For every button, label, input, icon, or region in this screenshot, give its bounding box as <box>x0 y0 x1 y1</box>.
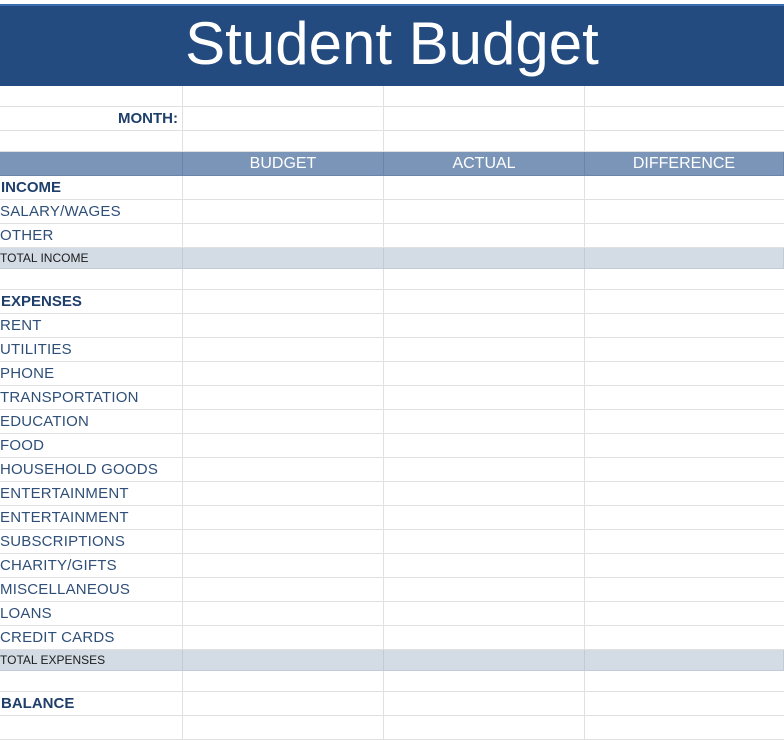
table-row <box>0 200 784 224</box>
total-actual-cell[interactable] <box>384 248 585 269</box>
budget-cell[interactable] <box>183 434 384 458</box>
cell[interactable] <box>384 671 585 692</box>
budget-cell[interactable] <box>183 200 384 224</box>
row-label: MISCELLANEOUS <box>0 578 183 602</box>
row-label: PHONE <box>0 362 183 386</box>
row-label: UTILITIES <box>0 338 183 362</box>
cell[interactable] <box>585 176 784 200</box>
cell[interactable] <box>183 131 384 152</box>
budget-sheet <box>0 86 784 740</box>
page-title: Student Budget <box>185 10 599 77</box>
difference-cell[interactable] <box>585 224 784 248</box>
balance-difference-cell[interactable] <box>585 692 784 716</box>
actual-cell[interactable] <box>384 338 585 362</box>
table-row <box>0 338 784 362</box>
income-heading: INCOME <box>0 176 183 200</box>
row-label: OTHER <box>0 224 183 248</box>
row-label: HOUSEHOLD GOODS <box>0 458 183 482</box>
row-label: ENTERTAINMENT <box>0 506 183 530</box>
budget-cell[interactable] <box>183 314 384 338</box>
spacer-row <box>0 86 784 107</box>
balance-actual-cell[interactable] <box>384 692 585 716</box>
cell[interactable] <box>384 107 585 131</box>
cell[interactable] <box>585 716 784 740</box>
cell[interactable] <box>585 290 784 314</box>
table-row <box>0 506 784 530</box>
total-actual-cell[interactable] <box>384 650 585 671</box>
budget-cell[interactable] <box>183 578 384 602</box>
table-row <box>0 482 784 506</box>
table-row <box>0 530 784 554</box>
total-difference-cell[interactable] <box>585 248 784 269</box>
cell[interactable] <box>183 716 384 740</box>
total-budget-cell[interactable] <box>183 650 384 671</box>
row-label: SALARY/WAGES <box>0 200 183 224</box>
difference-cell[interactable] <box>585 434 784 458</box>
row-label: SUBSCRIPTIONS <box>0 530 183 554</box>
actual-cell[interactable] <box>384 602 585 626</box>
row-label: EDUCATION <box>0 410 183 434</box>
cell[interactable] <box>384 86 585 107</box>
budget-cell[interactable] <box>183 554 384 578</box>
total-difference-cell[interactable] <box>585 650 784 671</box>
table-row <box>0 554 784 578</box>
month-row <box>0 107 784 131</box>
table-row <box>0 224 784 248</box>
difference-cell[interactable] <box>585 362 784 386</box>
budget-cell[interactable] <box>183 410 384 434</box>
total-budget-cell[interactable] <box>183 248 384 269</box>
difference-cell[interactable] <box>585 602 784 626</box>
spacer-row <box>0 131 784 152</box>
actual-cell[interactable] <box>384 224 585 248</box>
cell[interactable] <box>0 86 183 107</box>
cell[interactable] <box>0 131 183 152</box>
budget-cell[interactable] <box>183 506 384 530</box>
difference-cell[interactable] <box>585 554 784 578</box>
balance-budget-cell[interactable] <box>183 692 384 716</box>
difference-cell[interactable] <box>585 386 784 410</box>
budget-cell[interactable] <box>183 362 384 386</box>
row-label: LOANS <box>0 602 183 626</box>
cell[interactable] <box>585 671 784 692</box>
spacer-row <box>0 671 784 692</box>
expenses-heading-row <box>0 290 784 314</box>
balance-label: BALANCE <box>0 692 183 716</box>
actual-cell[interactable] <box>384 362 585 386</box>
cell[interactable] <box>183 176 384 200</box>
balance-row <box>0 692 784 716</box>
budget-cell[interactable] <box>183 386 384 410</box>
difference-cell[interactable] <box>585 530 784 554</box>
cell[interactable] <box>183 671 384 692</box>
cell[interactable] <box>585 131 784 152</box>
spacer-row <box>0 269 784 290</box>
row-label: FOOD <box>0 434 183 458</box>
actual-cell[interactable] <box>384 530 585 554</box>
cell[interactable] <box>183 290 384 314</box>
actual-cell[interactable] <box>384 410 585 434</box>
cell[interactable] <box>0 269 183 290</box>
table-row <box>0 434 784 458</box>
total-income-row <box>0 248 784 269</box>
expenses-heading: EXPENSES <box>0 290 183 314</box>
cell[interactable] <box>384 269 585 290</box>
actual-cell[interactable] <box>384 386 585 410</box>
header-actual <box>384 152 585 176</box>
budget-cell[interactable] <box>183 602 384 626</box>
table-row <box>0 410 784 434</box>
cell[interactable] <box>585 269 784 290</box>
budget-cell[interactable] <box>183 482 384 506</box>
difference-cell[interactable] <box>585 410 784 434</box>
total-expenses-row <box>0 650 784 671</box>
table-row <box>0 578 784 602</box>
actual-cell[interactable] <box>384 626 585 650</box>
header-difference-label: DIFFERENCE <box>632 154 736 172</box>
budget-cell[interactable] <box>183 338 384 362</box>
cell[interactable] <box>585 86 784 107</box>
total-expenses-label: TOTAL EXPENSES <box>0 650 183 671</box>
cell[interactable] <box>384 131 585 152</box>
row-label: CHARITY/GIFTS <box>0 554 183 578</box>
cell[interactable] <box>0 716 183 740</box>
cell[interactable] <box>384 290 585 314</box>
difference-cell[interactable] <box>585 314 784 338</box>
table-row <box>0 458 784 482</box>
header-budget <box>183 152 384 176</box>
difference-cell[interactable] <box>585 482 784 506</box>
month-input-cell[interactable] <box>183 107 384 131</box>
actual-cell[interactable] <box>384 578 585 602</box>
income-heading-row <box>0 176 784 200</box>
header-blank-cell <box>0 152 183 176</box>
cell[interactable] <box>183 269 384 290</box>
budget-cell[interactable] <box>183 626 384 650</box>
table-row <box>0 314 784 338</box>
cell[interactable] <box>384 716 585 740</box>
row-label: RENT <box>0 314 183 338</box>
difference-cell[interactable] <box>585 338 784 362</box>
actual-cell[interactable] <box>384 200 585 224</box>
column-header-row <box>0 152 784 176</box>
month-label: MONTH: <box>0 107 183 131</box>
header-budget-label: BUDGET <box>249 154 317 172</box>
title-banner <box>0 4 784 86</box>
actual-cell[interactable] <box>384 458 585 482</box>
header-difference <box>585 152 784 176</box>
actual-cell[interactable] <box>384 506 585 530</box>
row-label: TRANSPORTATION <box>0 386 183 410</box>
header-actual-label: ACTUAL <box>452 154 516 172</box>
cell[interactable] <box>585 107 784 131</box>
table-row <box>0 362 784 386</box>
difference-cell[interactable] <box>585 578 784 602</box>
cell[interactable] <box>0 671 183 692</box>
spacer-row <box>0 716 784 740</box>
difference-cell[interactable] <box>585 506 784 530</box>
total-income-label: TOTAL INCOME <box>0 248 183 269</box>
actual-cell[interactable] <box>384 554 585 578</box>
budget-cell[interactable] <box>183 224 384 248</box>
table-row <box>0 626 784 650</box>
table-row <box>0 386 784 410</box>
table-row <box>0 602 784 626</box>
budget-cell[interactable] <box>183 458 384 482</box>
actual-cell[interactable] <box>384 434 585 458</box>
row-label: ENTERTAINMENT <box>0 482 183 506</box>
budget-cell[interactable] <box>183 530 384 554</box>
row-label: CREDIT CARDS <box>0 626 183 650</box>
actual-cell[interactable] <box>384 482 585 506</box>
difference-cell[interactable] <box>585 200 784 224</box>
difference-cell[interactable] <box>585 458 784 482</box>
cell[interactable] <box>384 176 585 200</box>
cell[interactable] <box>183 86 384 107</box>
difference-cell[interactable] <box>585 626 784 650</box>
actual-cell[interactable] <box>384 314 585 338</box>
